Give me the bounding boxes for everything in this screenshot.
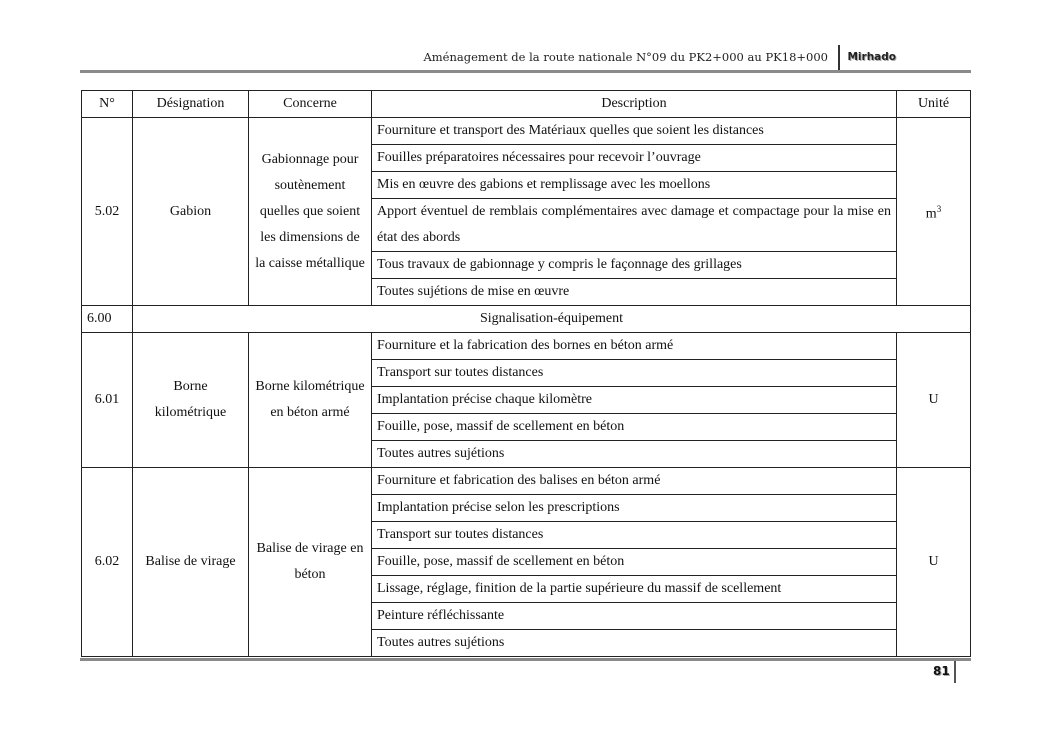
specification-table (81, 90, 971, 657)
header-separator (838, 45, 840, 71)
header-title: Aménagement de la route nationale N°09 du PK2+000 au PK18+000 (423, 50, 828, 64)
section-title: Signalisation-équipement (133, 306, 971, 333)
unit-superscript: 3 (936, 203, 942, 214)
item-description: Fourniture et la fabrication des bornes en béton armé (372, 333, 897, 360)
item-description: Fourniture et fabrication des balises en béton armé (372, 468, 897, 495)
item-description: Apport éventuel de remblais complémentaires avec damage et compactage pour la mise en état des abords (372, 199, 897, 252)
item-description: Fourniture et transport des Matériaux quelles que soient les distances (372, 118, 897, 145)
item-description: Toutes sujétions de mise en œuvre (372, 279, 897, 306)
page-header (80, 45, 970, 71)
item-designation: Gabion (133, 118, 249, 306)
item-unit: U (897, 468, 971, 657)
col-header-concerne: Concerne (249, 91, 372, 118)
item-description: Peinture réfléchissante (372, 603, 897, 630)
item-designation: Balise de virage (133, 468, 249, 657)
item-description: Fouilles préparatoires nécessaires pour recevoir l’ouvrage (372, 145, 897, 172)
item-description: Lissage, réglage, finition de la partie supérieure du massif de scellement (372, 576, 897, 603)
item-unit: U (897, 333, 971, 468)
item-description: Implantation précise chaque kilomètre (372, 387, 897, 414)
col-header-unit: Unité (897, 91, 971, 118)
item-designation: Borne kilométrique (133, 333, 249, 468)
item-description: Transport sur toutes distances (372, 360, 897, 387)
footer-separator (954, 661, 956, 683)
item-description: Toutes autres sujétions (372, 441, 897, 468)
section-row (82, 306, 971, 333)
table-row (82, 468, 971, 495)
item-unit (897, 118, 971, 306)
item-description: Tous travaux de gabionnage y compris le façonnage des grillages (372, 252, 897, 279)
unit-text: m (925, 206, 937, 222)
item-description: Implantation précise selon les prescriptions (372, 495, 897, 522)
item-number: 5.02 (82, 118, 133, 306)
header-rule (80, 70, 971, 73)
section-number: 6.00 (82, 306, 133, 333)
item-description: Mis en œuvre des gabions et remplissage avec les moellons (372, 172, 897, 199)
item-description: Toutes autres sujétions (372, 630, 897, 657)
item-concerne: Gabionnage pour soutènement quelles que soient les dimensions de la caisse métallique (249, 118, 372, 306)
table-header-row (82, 91, 971, 118)
item-description: Transport sur toutes distances (372, 522, 897, 549)
item-concerne: Borne kilométrique en béton armé (249, 333, 372, 468)
header-author: Mirhado (847, 51, 896, 63)
table-row (82, 118, 971, 145)
table-row (82, 333, 971, 360)
col-header-num: N° (82, 91, 133, 118)
item-number: 6.02 (82, 468, 133, 657)
item-concerne: Balise de virage en béton (249, 468, 372, 657)
item-description: Fouille, pose, massif de scellement en béton (372, 549, 897, 576)
page-number: 81 (933, 664, 950, 678)
item-description: Fouille, pose, massif de scellement en béton (372, 414, 897, 441)
footer-rule (80, 658, 971, 661)
col-header-designation: Désignation (133, 91, 249, 118)
col-header-description: Description (372, 91, 897, 118)
item-number: 6.01 (82, 333, 133, 468)
